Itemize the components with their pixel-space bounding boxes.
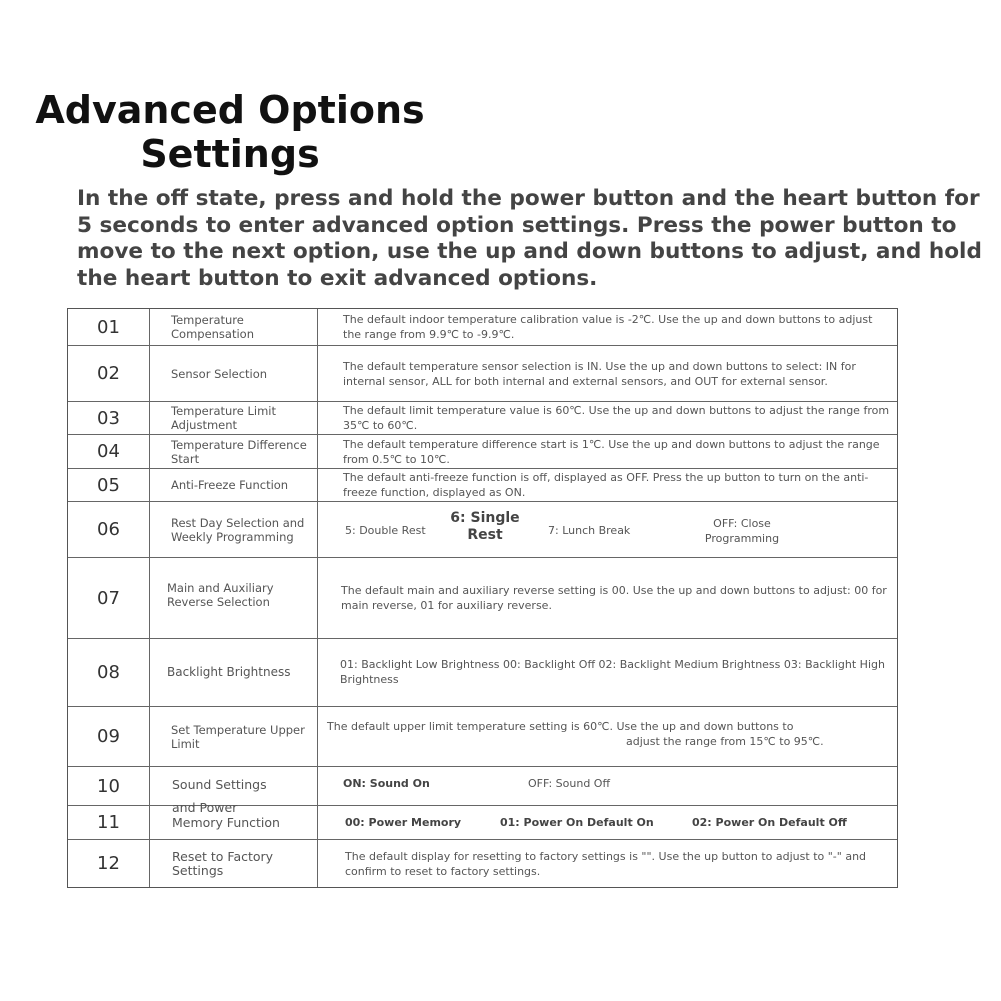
option-number: 07 (68, 558, 150, 638)
option-value: OFF: Close Programming (704, 517, 780, 545)
option-value: 6: Single Rest (450, 510, 520, 543)
option-number: 02 (68, 346, 150, 401)
option-name-overflow: and Power (172, 800, 238, 815)
option-value: 02: Power On Default Off (692, 816, 847, 829)
option-name: Rest Day Selection and Weekly Programming (150, 502, 318, 557)
option-description: The default display for resetting to factory settings is "". Use the up button to adjust to "-" and confirm to reset to factory settings. (345, 849, 867, 878)
option-number: 01 (68, 309, 150, 345)
option-name: Main and Auxiliary Reverse Selection (150, 558, 318, 638)
table-row (68, 402, 897, 435)
table-row (68, 502, 897, 558)
option-name: Temperature Compensation (150, 309, 318, 345)
option-description-line-1: The default upper limit temperature setting is 60℃. Use the up and down buttons to (327, 720, 794, 733)
option-name: Temperature Limit Adjustment (150, 402, 318, 434)
option-number: 06 (68, 502, 150, 557)
table-row (68, 707, 897, 767)
option-value: 5: Double Rest (345, 524, 426, 537)
settings-table (67, 308, 898, 888)
option-description-line-2: adjust the range from 15℃ to 95℃. (626, 735, 824, 748)
page-title (30, 88, 430, 176)
table-row (68, 435, 897, 469)
option-name: Sensor Selection (150, 346, 318, 401)
option-number: 05 (68, 469, 150, 501)
option-value: OFF: Sound Off (528, 777, 611, 790)
table-row (68, 840, 897, 887)
option-value: 01: Power On Default On (500, 816, 654, 829)
option-name: Anti-Freeze Function (150, 469, 318, 501)
option-description: The default indoor temperature calibration value is -2℃. Use the up and down buttons to adjust the range from 9.9℃ to -9.9℃. (343, 313, 873, 341)
option-value: 7: Lunch Break (548, 524, 631, 537)
option-number: 03 (68, 402, 150, 434)
option-number: 08 (68, 639, 150, 706)
option-number: 12 (68, 840, 150, 887)
option-description: The default temperature sensor selection is IN. Use the up and down buttons to select: IN for internal sensor, ALL for both internal and external sensors, and OUT for external sensor. (343, 359, 856, 388)
option-number: 09 (68, 707, 150, 766)
title-line-2: Settings (140, 132, 320, 176)
option-name: Sound Settings (150, 767, 318, 805)
option-description: The default main and auxiliary reverse setting is 00. Use the up and down buttons to adjust: 00 for main reverse, 01 for auxiliary reverse. (341, 584, 887, 612)
option-name: Memory Function (150, 806, 318, 839)
table-row (68, 639, 897, 707)
table-row (68, 309, 897, 346)
option-description: The default limit temperature value is 60℃. Use the up and down buttons to adjust the range from 35℃ to 60℃. (343, 404, 890, 432)
option-value: 00: Power Memory (345, 816, 462, 829)
option-value: ON: Sound On (343, 777, 430, 790)
option-name: Backlight Brightness (150, 639, 318, 706)
option-number: 11 (68, 806, 150, 839)
option-description: The default anti-freeze function is off, displayed as OFF. Press the up button to turn on the anti-freeze function, displayed as ON. (343, 471, 869, 499)
option-name: Temperature Difference Start (150, 435, 318, 468)
table-row (68, 346, 897, 402)
title-line-1: Advanced Options (35, 88, 425, 132)
option-number: 04 (68, 435, 150, 468)
table-row (68, 558, 897, 639)
option-name: Reset to Factory Settings (150, 840, 318, 887)
option-name: Set Temperature Upper Limit (150, 707, 318, 766)
option-description: 01: Backlight Low Brightness 00: Backlight Off 02: Backlight Medium Brightness 03: Backlight High Brightness (340, 658, 885, 686)
table-row (68, 469, 897, 502)
option-description: The default temperature difference start is 1℃. Use the up and down buttons to adjust the range from 0.5℃ to 10℃. (343, 437, 880, 466)
table-row (68, 800, 897, 840)
intro-paragraph: In the off state, press and hold the power button and the heart button for 5 seconds to enter advanced option settings. Press the power button to move to the next option, use the up and down buttons to adjust, and hold the heart button to exit advanced options. (77, 186, 982, 291)
option-number: 10 (68, 767, 150, 805)
